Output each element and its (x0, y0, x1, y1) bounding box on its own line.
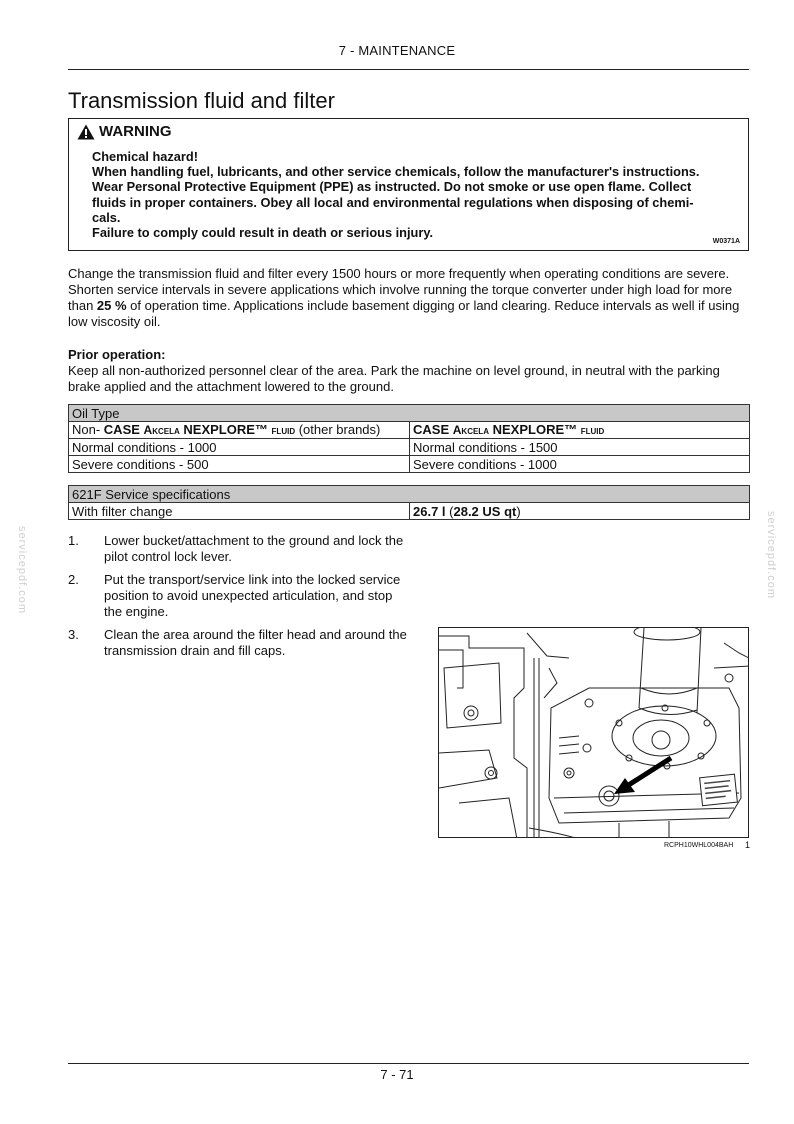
step-text: Put the transport/service link into the locked service position to avoid unexpected articulation, and stop the engine. (104, 572, 401, 619)
table-cell: Normal conditions - 1500 (410, 439, 750, 456)
section-header: 7 - MAINTENANCE (338, 43, 456, 58)
step-text: Lower bucket/attachment to the ground and lock the pilot control lock lever. (104, 533, 404, 564)
step-number: 1. (68, 533, 79, 548)
watermark-left: servicepdf.com (16, 526, 28, 614)
warning-line: cals. (92, 209, 121, 225)
list-item (68, 572, 413, 620)
warning-line: Failure to comply could result in death or serious injury. (92, 225, 434, 241)
figure-code: RCPH10WHL004BAH (664, 842, 734, 849)
table-row (69, 439, 750, 456)
warning-label: WARNING (99, 123, 172, 140)
warning-line: Chemical hazard! (92, 149, 198, 164)
oil-type-table (68, 404, 750, 473)
list-item (68, 627, 413, 659)
intro-paragraph (68, 266, 749, 330)
intro-line: Shorten service intervals in severe applications which involve running the torque converter under high load for more (68, 282, 733, 297)
table-cell: 26.7 l (28.2 US qt) (410, 503, 750, 520)
warning-box (68, 118, 749, 251)
header-rule (68, 69, 749, 70)
table-cell: Normal conditions - 1000 (69, 439, 410, 456)
table-row (69, 503, 750, 520)
procedure-steps (68, 533, 413, 666)
intro-line: Change the transmission fluid and filter every 1500 hours or more frequently when operating conditions are severe. (68, 266, 730, 281)
transmission-drawing (439, 628, 749, 838)
table-cell: Severe conditions - 500 (69, 456, 410, 473)
warning-heading (77, 123, 172, 140)
table-cell: CASE Akcela NEXPLORE™ fluid (410, 422, 750, 439)
table-cell: Non- CASE Akcela NEXPLORE™ fluid (other brands) (69, 422, 410, 439)
prior-line: brake applied and the attachment lowered to the ground. (68, 379, 394, 394)
prior-operation-text (68, 363, 749, 395)
figure-number: 1 (745, 840, 751, 850)
table-row (69, 422, 750, 439)
table-header-row (69, 486, 750, 503)
table-row (69, 456, 750, 473)
intro-line: low viscosity oil. (68, 314, 161, 329)
page-title: Transmission fluid and filter (68, 88, 335, 113)
warning-line: fluids in proper containers. Obey all local and environmental regulations when disposing of chemi- (92, 194, 694, 210)
page-number: 7 - 71 (380, 1067, 414, 1082)
table-cell: Severe conditions - 1000 (410, 456, 750, 473)
warning-text (92, 149, 732, 240)
prior-operation-title: Prior operation: (68, 347, 166, 362)
warning-line: When handling fuel, lubricants, and other service chemicals, follow the manufacturer's instructions. (92, 164, 700, 180)
interval-percent: 25 % (96, 298, 127, 313)
prior-line: Keep all non-authorized personnel clear of the area. Park the machine on level ground, in neutral with the parking (68, 363, 720, 378)
table-header-row (69, 405, 750, 422)
step-number: 3. (68, 627, 79, 642)
footer-rule (68, 1063, 749, 1064)
warning-line: Wear Personal Protective Equipment (PPE) as instructed. Do not smoke or use open flame. Collect (92, 179, 692, 195)
service-spec-table (68, 485, 750, 520)
list-item (68, 533, 413, 565)
step-text: Clean the area around the filter head and around the transmission drain and fill caps. (104, 627, 407, 658)
oil-type-header: Oil Type (69, 405, 750, 422)
intro-line: than 25 % of operation time. Applications include basement digging or land clearing. Reduce intervals as well if using (68, 298, 740, 313)
spec-header: 621F Service specifications (69, 486, 750, 503)
step-number: 2. (68, 572, 79, 587)
transmission-figure (438, 627, 749, 838)
warning-code: W0371A (712, 238, 740, 245)
warning-triangle-icon (77, 124, 95, 140)
table-cell: With filter change (69, 503, 410, 520)
watermark-right: servicepdf.com (765, 511, 777, 599)
